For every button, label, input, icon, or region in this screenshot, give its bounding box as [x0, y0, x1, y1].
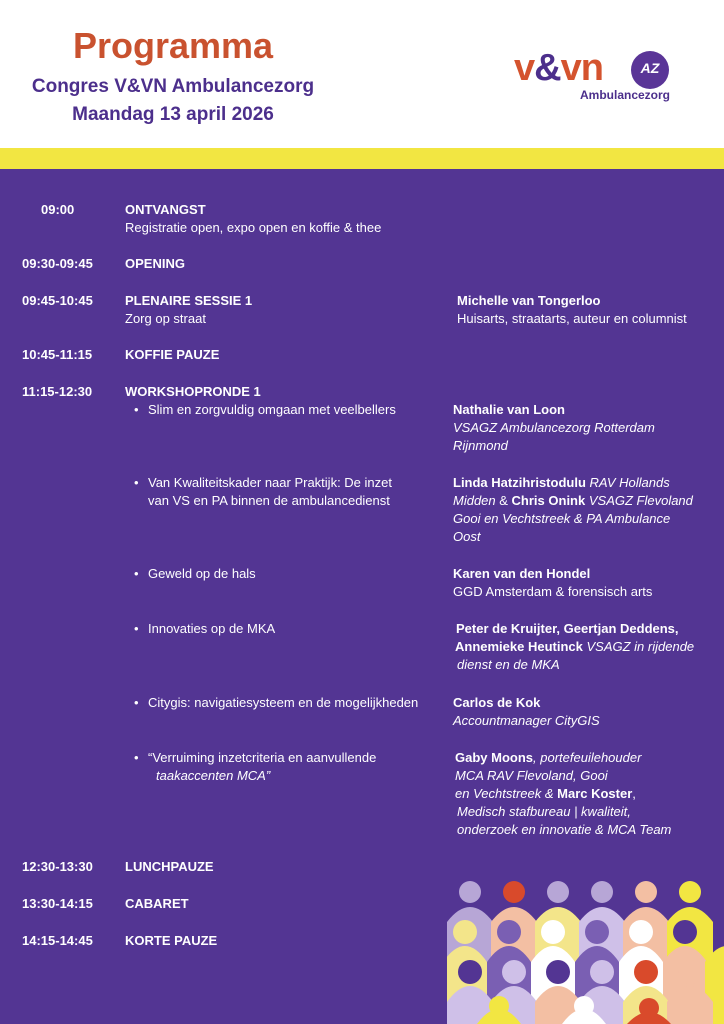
bullet-icon: •	[134, 566, 139, 581]
session-title-koffie: KOFFIE PAUZE	[125, 347, 220, 362]
logo-badge: AZ	[631, 51, 669, 89]
workshop-speaker-info: onderzoek en innovatie & MCA Team	[457, 822, 672, 837]
session-title-ontvangst: ONTVANGST	[125, 202, 206, 217]
workshop-speaker: Nathalie van Loon	[453, 402, 565, 417]
workshop-speaker: Karen van den Hondel	[453, 566, 591, 581]
bullet-icon: •	[134, 475, 139, 490]
crowd-illustration	[447, 872, 724, 1024]
time-workshopronde: 11:15-12:30	[22, 384, 93, 399]
workshop-speaker-info: Rijnmond	[453, 438, 508, 453]
yellow-stripe	[0, 148, 724, 169]
bullet-icon: •	[134, 750, 139, 765]
workshop-speaker-info: dienst en de MKA	[457, 657, 560, 672]
session-desc-ontvangst: Registratie open, expo open en koffie & thee	[125, 220, 382, 235]
session-desc-plenaire: Zorg op straat	[125, 311, 206, 326]
time-plenaire: 09:45-10:45	[22, 293, 93, 308]
program-panel	[0, 169, 724, 1024]
workshop-speaker-info: Oost	[453, 529, 481, 544]
session-title-korte-pauze: KORTE PAUZE	[125, 933, 218, 948]
bullet-icon: •	[134, 402, 139, 417]
workshop-speaker-info: MCA RAV Flevoland, Gooi	[455, 768, 608, 783]
workshop-topic: Slim en zorgvuldig omgaan met veelbellers	[148, 402, 396, 417]
speaker-name: Michelle van Tongerloo	[457, 293, 601, 308]
session-title-plenaire: PLENAIRE SESSIE 1	[125, 293, 253, 308]
workshop-topic: Van Kwaliteitskader naar Praktijk: De inzet	[148, 475, 392, 490]
workshop-speaker-line: Linda Hatzihristodulu RAV Hollands	[453, 475, 670, 490]
workshop-speaker-line: Annemieke Heutinck VSAGZ in rijdende	[455, 639, 695, 654]
time-ontvangst: 09:00	[41, 202, 75, 217]
workshop-speaker-line: Midden & Chris Onink VSAGZ Flevoland	[453, 493, 693, 508]
workshop-speaker-line: en Vechtstreek & Marc Koster,	[455, 786, 636, 801]
event-date: Maandag 13 april 2026	[72, 104, 274, 125]
time-lunch: 12:30-13:30	[22, 859, 93, 874]
workshop-topic: Geweld op de hals	[148, 566, 256, 581]
page-title: Programma	[72, 25, 274, 66]
logo-subtext: Ambulancezorg	[580, 88, 671, 102]
time-cabaret: 13:30-14:15	[22, 896, 93, 911]
speaker-info: Huisarts, straatarts, auteur en columnist	[457, 311, 687, 326]
workshop-topic: Citygis: navigatiesysteem en de mogelijkheden	[148, 695, 419, 710]
time-opening: 09:30-09:45	[22, 256, 93, 271]
workshop-speaker-info: Medisch stafbureau | kwaliteit,	[457, 804, 631, 819]
session-title-cabaret: CABARET	[125, 896, 189, 911]
workshop-speaker-info: GGD Amsterdam & forensisch arts	[453, 584, 653, 599]
session-title-lunch: LUNCHPAUZE	[125, 859, 214, 874]
workshop-speaker: Carlos de Kok	[453, 695, 541, 710]
workshop-speaker-info: Gooi en Vechtstreek & PA Ambulance	[453, 511, 671, 526]
session-title-workshopronde: WORKSHOPRONDE 1	[125, 384, 261, 399]
workshop-speaker-info: VSAGZ Ambulancezorg Rotterdam	[453, 420, 655, 435]
workshop-topic: taakaccenten MCA”	[156, 768, 271, 783]
event-subtitle: Congres V&VN Ambulancezorg	[31, 76, 315, 97]
time-koffie: 10:45-11:15	[22, 347, 93, 362]
time-korte-pauze: 14:15-14:45	[22, 933, 93, 948]
workshop-speaker-info: Accountmanager CityGIS	[453, 713, 600, 728]
workshop-topic: “Verruiming inzetcriteria en aanvullende	[148, 750, 377, 765]
workshop-speaker: Peter de Kruijter, Geertjan Deddens,	[456, 621, 679, 636]
session-title-opening: OPENING	[125, 256, 185, 271]
header	[0, 0, 724, 148]
bullet-icon: •	[134, 695, 139, 710]
workshop-speaker-line: Gaby Moons, portefeuilehouder	[455, 750, 642, 765]
vvn-logo	[508, 46, 678, 108]
logo-wordmark: v&vn	[514, 47, 603, 89]
workshop-topic: Innovaties op de MKA	[148, 621, 276, 636]
workshop-topic: van VS en PA binnen de ambulancedienst	[148, 493, 390, 508]
bullet-icon: •	[134, 621, 139, 636]
